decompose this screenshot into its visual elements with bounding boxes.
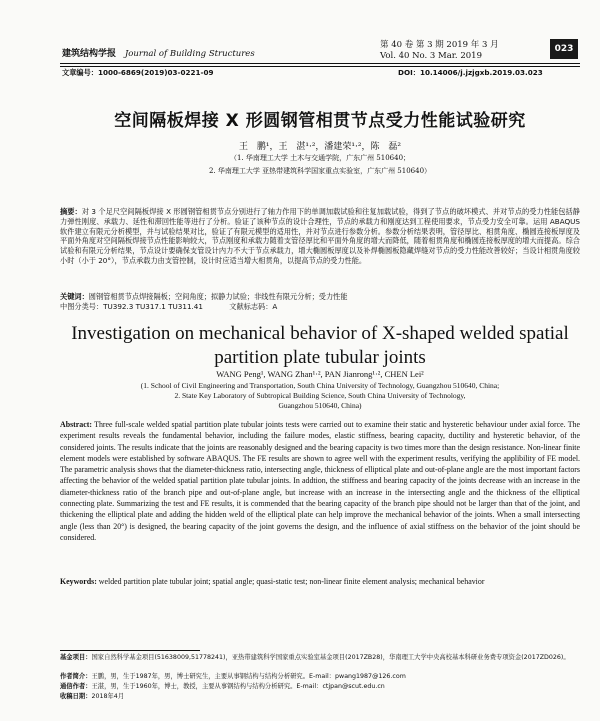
document-code: 文献标志码：A <box>229 302 278 311</box>
affiliation-en-2: 2. State Key Laboratory of Subtropical Building Science, South China University of Technology, <box>174 391 466 400</box>
footnote-funding-text: 国家自然科学基金项目(51638009,51778241)，亚热带建筑科学国家重点实验室基金项目(2017ZB28)，华南理工大学中央高校基本科研业务费专项资金(2017ZD026)。 <box>91 654 570 661</box>
volume-info <box>380 40 550 62</box>
keywords-cn-text: 圆钢管相贯节点焊接隔板；空间角度；拟静力试验；非线性有限元分析；受力性能 <box>88 292 348 301</box>
clc-number: 中图分类号：TU392.3 TU317.1 TU311.41 <box>60 302 203 311</box>
header-rule-thin <box>60 66 580 67</box>
authors-cn: 王 鹏¹，王 湛¹·²，潘建荣¹·²，陈 磊² <box>239 142 401 152</box>
affiliations-en <box>60 381 580 411</box>
footnote-corresponding-label: 通信作者： <box>60 683 92 690</box>
affiliation-cn-1: （1. 华南理工大学 土木与交通学院，广东广州 510640； <box>229 154 411 162</box>
footnote-received-label: 收稿日期： <box>60 693 92 700</box>
footnote-author-label: 作者简介： <box>60 673 92 680</box>
footnote-funding <box>60 654 580 662</box>
authors-en: WANG Peng¹, WANG Zhan¹·², PAN Jianrong¹·², CHEN Lei² <box>216 369 424 379</box>
footnote-author <box>60 673 580 681</box>
affiliation-en-1: (1. School of Civil Engineering and Transportation, South China University of Technology, Guangzhou 510640, China; <box>140 381 500 390</box>
footnote-author-text: 王鹏，男，生于1987年，男，博士研究生，主要从事钢结构与结构分析研究。E-mail：pwang1987@126.com <box>91 673 406 680</box>
title-en: Investigation on mechanical behavior of X-shaped welded spatial partition plate tubular joints <box>71 323 569 368</box>
abstract-cn <box>60 207 580 266</box>
journal-header <box>62 46 255 59</box>
keywords-cn <box>60 292 580 302</box>
title-cn: 空间隔板焊接 X 形圆钢管相贯节点受力性能试验研究 <box>114 111 526 131</box>
page-badge: 023 <box>550 39 578 59</box>
footnote-funding-label: 基金项目： <box>60 654 92 661</box>
journal-name-cn: 建筑结构学报 <box>62 49 117 59</box>
journal-name-en: Journal of Building Structures <box>124 49 255 59</box>
footnote-rule <box>60 650 200 651</box>
affiliation-cn-2: 2. 华南理工大学 亚热带建筑科学国家重点实验室，广东广州 510640） <box>208 167 432 175</box>
footnote-received-text: 2018年4月 <box>91 693 125 700</box>
doi: DOI：10.14006/j.jzjgxb.2019.03.023 <box>398 68 543 77</box>
footnote-corresponding-text: 王湛，男，生于1960年，博士，教授，主要从事钢结构与结构分析研究。E-mail：ctjpan@scut.edu.cn <box>91 683 385 690</box>
footnote-received <box>60 693 580 701</box>
classification-cn <box>60 302 580 312</box>
abstract-en-text: Three full-scale welded spatial partition plate tubular joints tests were carried out to examine their static and hysteretic behaviour under axial force. The experiment results reveals the fundamental behavior, including the failure modes, elastic stiffness, bearing capacity, ductility and hysteretic behavior, of the considered joints. The results indicate that the joints are reasonably designed and the bearing capacity is two times more than the design resistance. Non-linear finite element models were established by software ABAQUS. The FE results are shown to agree well with the experiment results, verifying the applibility of FE model. The parametric analysis shows that the diameter-thickness ratio, intersecting angle, thickness of elliptical plate and out-of-plane angle are the most important factors affecting the behavior of the welded spatial partition plate tubular joints. In addtion, the stiffness and bearing capacity of the joints decrease with an increase in the diameter-thickness ratio of the branch pipe and out-of-plane angle, but increase with an increase in the intersecting angle and the thickness of the elliptical connecting plate. Summarizing the test and FE results, it is commended that the bearing capacity of the branch pipe should not be larger than that of the joint, and thickening the elliptical plate and adding the hidden weld of the elliptical plate can help improve the mechanical behavior of the joints. When a small intersecting angle (less than 20°) is designed, the bearing capacity of the joint governs the design, and the influence of axial stiffness on the behavior of the joint should be considered. <box>60 420 580 542</box>
article-number: 文章编号：1000-6869(2019)03-0221-09 <box>62 68 214 77</box>
keywords-en-label: Keywords: <box>60 577 97 586</box>
header-rule-thick <box>60 63 580 64</box>
volume-en: Vol. 40 No. 3 Mar. 2019 <box>380 51 482 61</box>
affiliation-en-3: Guangzhou 510640, China) <box>278 401 362 410</box>
abstract-cn-text: 对 3 个足尺空间隔板焊接 X 形圆钢管相贯节点分别进行了轴力作用下的单调加载试验和往复加载试验，得到了节点的破坏模式、并对节点的受力性能包括静力弹性刚度、承载力、延性和滞回性能等进行了分析。验证了该种节点的设计合理性，节点的承载力和刚度达到工程使用要求，节点受力安全可靠。运用 ABAQUS 软件建立有限元分析模型，并与试验结果对比，验证了有限元模型的适用性，并对节点进行参数分析。参数分析结果表明，管径厚比、相贯角度、椭圆连接板厚度及平面外角度对空间隔板焊接节点性能影响较大，节点刚度和承载力随着支管径厚比和平面外角度的增大而降低，随着相贯角度和椭圆连接板厚度的增大而提高。综合试验和有限元分析结果，节点设计要确保支管设计内力不大于节点承载力，增大椭圆板厚度以及补焊椭圆板隐藏焊缝对节点的受力性能改善较好；当设计相贯角度较小时（小于 20°），节点承载力由支管控制，设计时应适当增大相贯角，以提高节点的受力性能。 <box>60 207 580 265</box>
footnote-corresponding <box>60 683 580 691</box>
keywords-cn-label: 关键词： <box>60 292 89 301</box>
keywords-en <box>60 576 580 587</box>
abstract-en-label: Abstract: <box>60 420 92 429</box>
volume-cn: 第 40 卷 第 3 期 2019 年 3 月 <box>380 40 499 50</box>
keywords-en-text: welded partition plate tubular joint; spatial angle; quasi-static test; non-linear finite element analysis; mechanical behavior <box>96 577 485 586</box>
abstract-en <box>60 419 580 543</box>
abstract-cn-label: 摘要： <box>60 207 82 216</box>
